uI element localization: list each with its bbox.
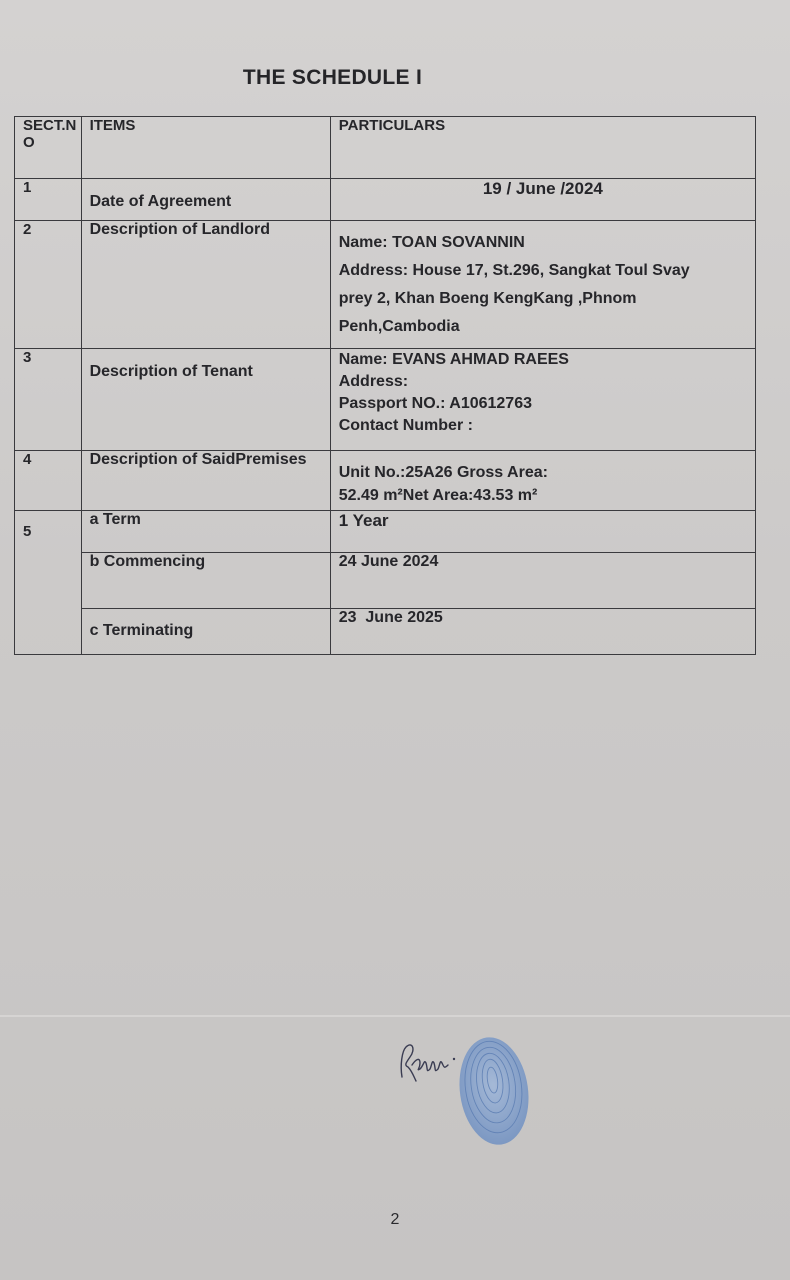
particulars-cell [330, 221, 755, 349]
sect-no: 1 [15, 179, 82, 221]
table-row [15, 179, 756, 221]
item-label: Date of Agreement [81, 179, 330, 221]
sect-no: 3 [15, 349, 82, 451]
thumbprint-icon [453, 1033, 535, 1149]
page-title: THE SCHEDULE I [242, 66, 423, 89]
sect-no: 4 [15, 451, 82, 511]
particulars-cell [330, 511, 755, 553]
tenant-name: Name: EVANS AHMAD RAEES [338, 351, 569, 368]
particulars-cell [330, 609, 755, 655]
item-label: Description of SaidPremises [81, 451, 330, 511]
table-row [15, 349, 756, 451]
term-value: 1 Year [338, 511, 389, 530]
paper-fold-line [0, 1015, 790, 1017]
item-label: b Commencing [81, 553, 330, 609]
item-label: c Terminating [81, 609, 330, 655]
particulars-cell [330, 179, 755, 221]
landlord-address-line-2: prey 2, Khan Boeng KengKang ,Phnom [338, 290, 637, 307]
particulars-cell [330, 451, 755, 511]
premises-unit-gross: Unit No.:25A26 Gross Area: [338, 464, 548, 481]
landlord-name: Name: TOAN SOVANNIN [338, 234, 525, 251]
tenant-address: Address: [338, 373, 409, 390]
table-row [15, 511, 756, 553]
header-particulars: PARTICULARS [330, 117, 755, 179]
terminating-value: 23 June 2025 [338, 609, 443, 626]
schedule-table [14, 116, 756, 655]
sect-no: 5 [15, 511, 82, 655]
table-row [15, 553, 756, 609]
item-label: a Term [81, 511, 330, 553]
table-row [15, 451, 756, 511]
table-row [15, 221, 756, 349]
signature-area [390, 1025, 550, 1155]
header-items: ITEMS [81, 117, 330, 179]
landlord-address-line-1: Address: House 17, St.296, Sangkat Toul Svay [338, 262, 690, 279]
tenant-contact: Contact Number : [338, 417, 473, 434]
item-label: Description of Tenant [81, 349, 330, 451]
page-number: 2 [390, 1211, 400, 1228]
particulars-cell [330, 349, 755, 451]
landlord-address-line-3: Penh,Cambodia [338, 318, 460, 335]
premises-area: 52.49 m²Net Area:43.53 m² [338, 487, 538, 504]
handwritten-signature [390, 1025, 550, 1155]
particulars-cell [330, 553, 755, 609]
tenant-passport: Passport NO.: A10612763 [338, 395, 532, 412]
table-header-row [15, 117, 756, 179]
header-sect-no: SECT.N O [15, 117, 82, 179]
table-row [15, 609, 756, 655]
sect-no: 2 [15, 221, 82, 349]
item-label: Description of Landlord [81, 221, 330, 349]
commencing-value: 24 June 2024 [338, 553, 439, 570]
agreement-date: 19 / June /2024 [482, 179, 603, 198]
